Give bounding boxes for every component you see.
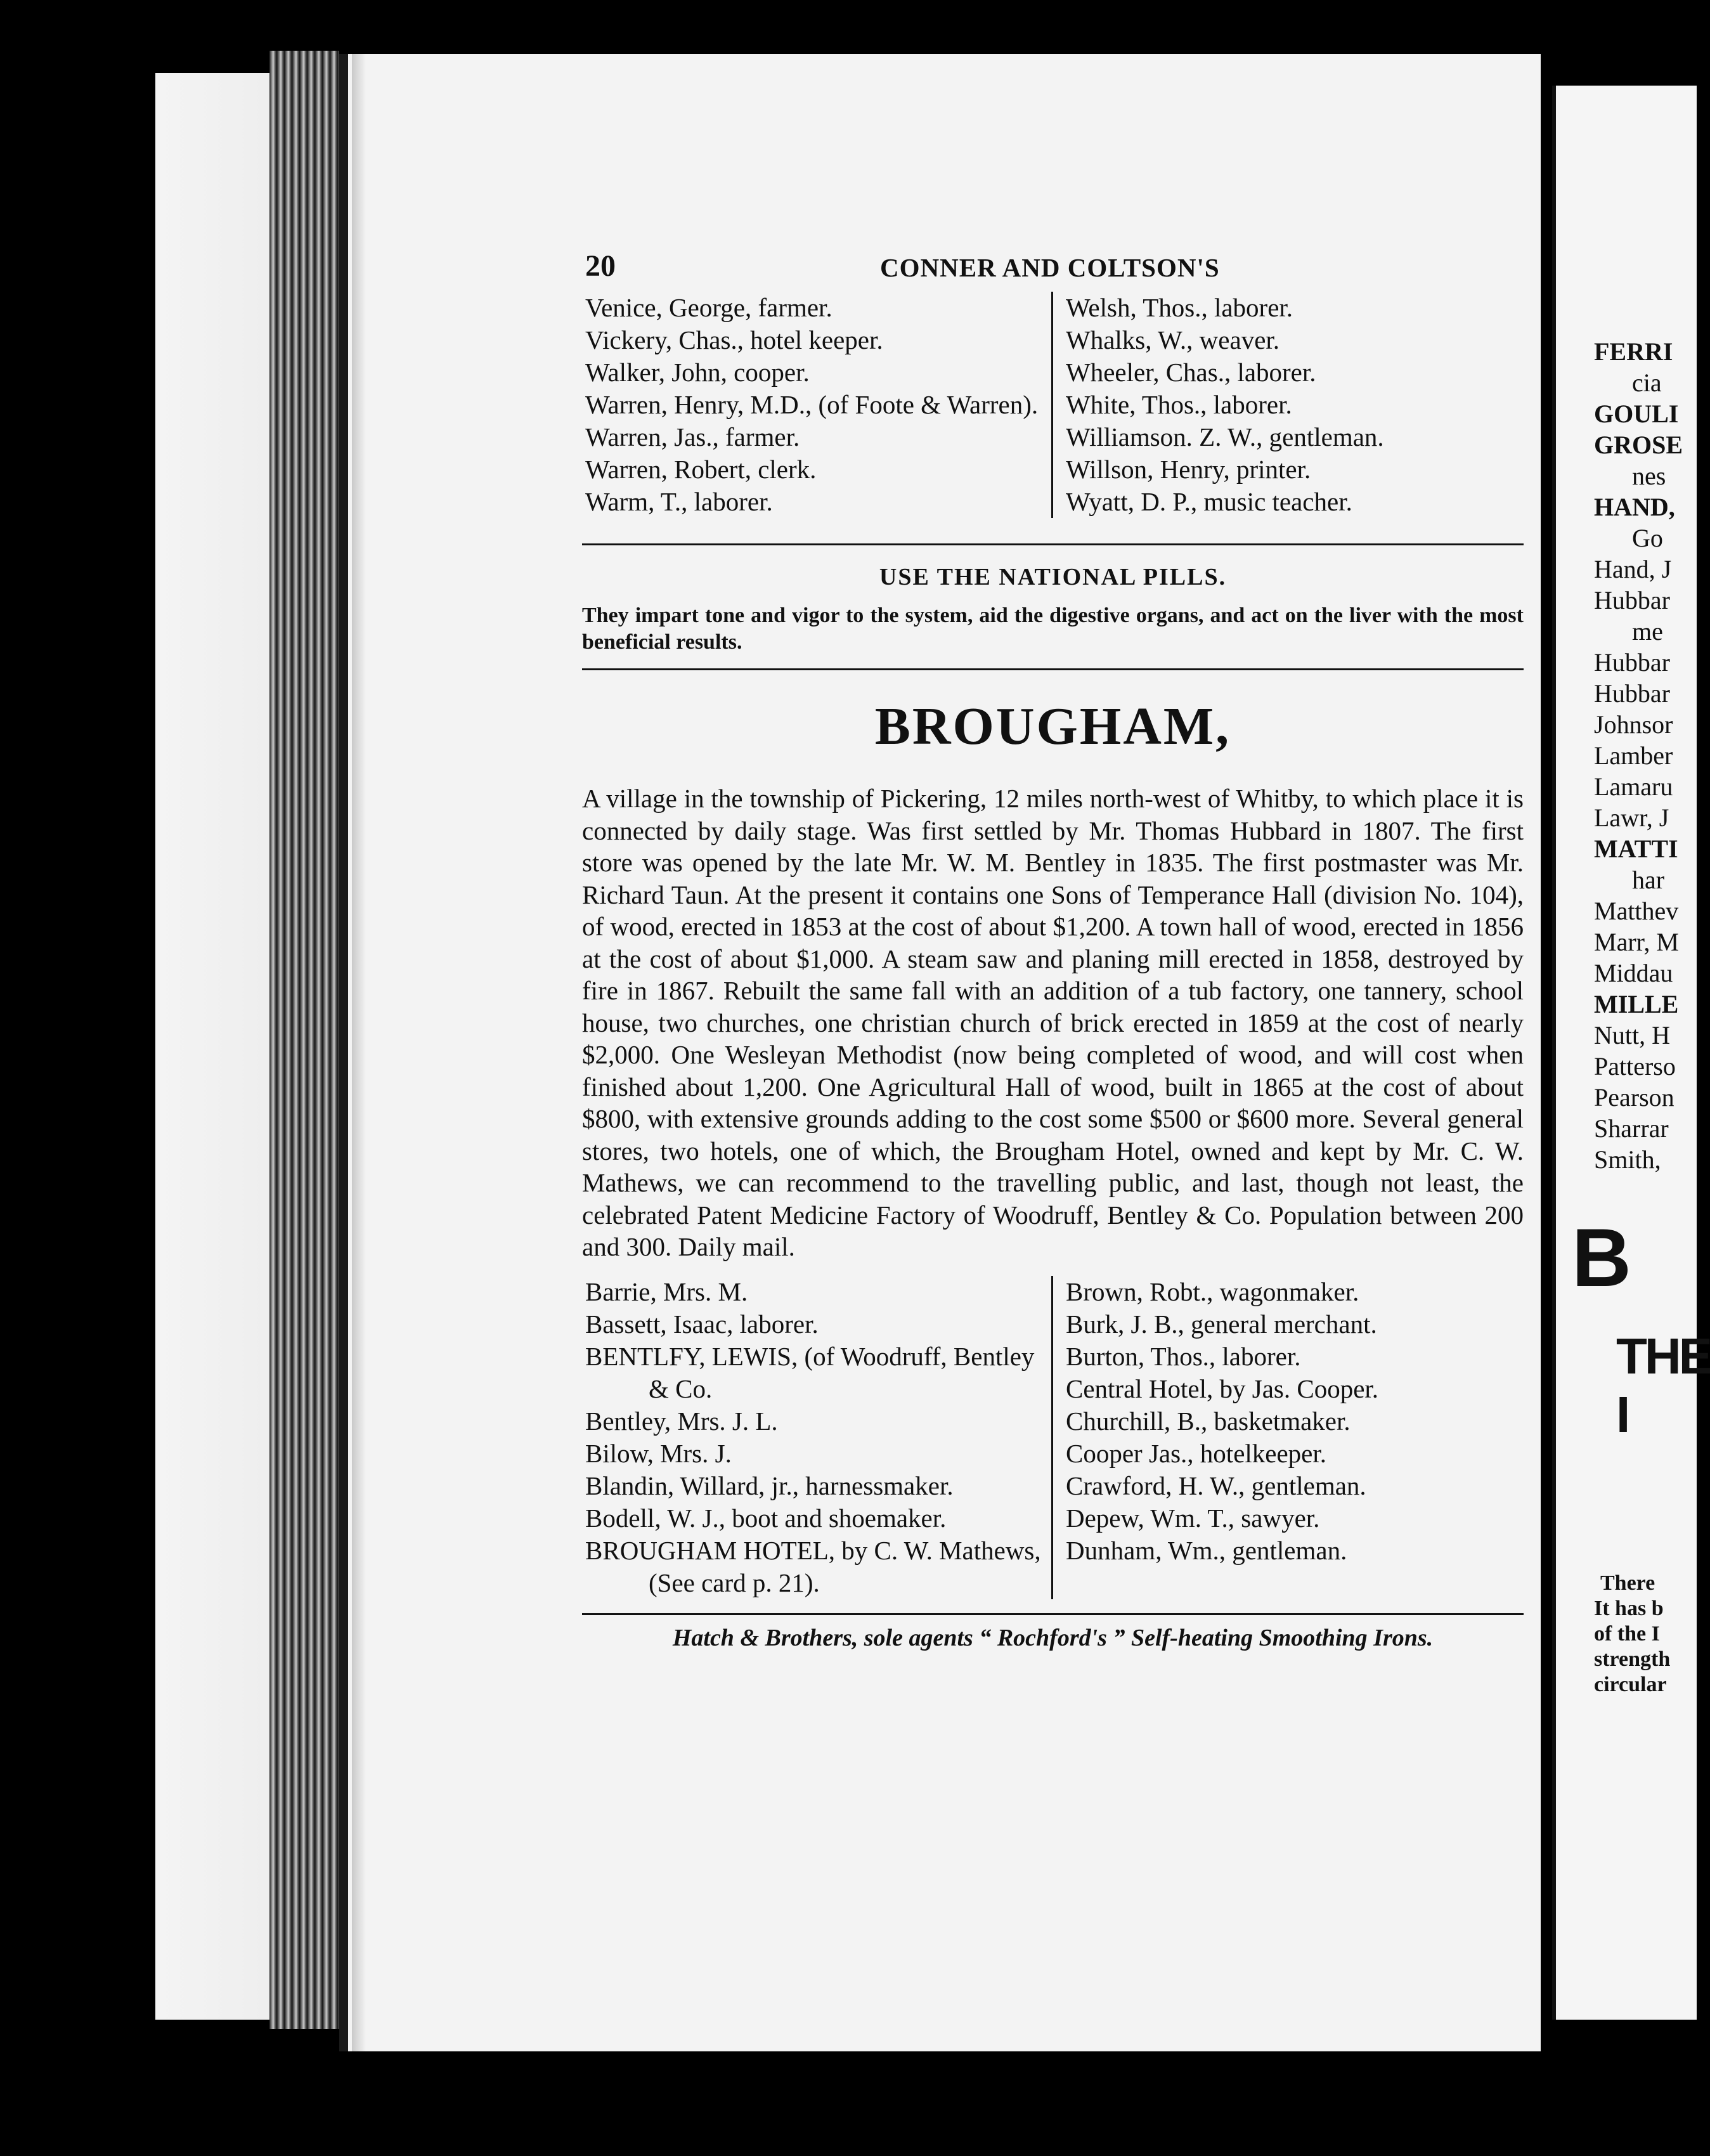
town-heading: BROUGHAM, xyxy=(874,697,1231,756)
town-description: A village in the township of Pickering, 12 miles north-west of Whitby, to which place it is connected by daily stage. Was first settled by Mr. Thomas Hubbard in 1807. The first store was opened by the late Mr. W. M. Bentley in 1835. The first postmaster was Mr. Richard Taun. At the present it contains one Sons of Temperance Hall (division No. 104), of wood, erected in 1853 at the cost of about $1,200. A town hall of wood, erected in 1856 at the cost of about $1,000. A steam saw and planing mill erected in 1858, destroyed by fire in 1867. Rebuilt the same fall with an addition of a tub factory, one tannery, school house, two churches, one christian church of brick erected in 1859 at the cost of nearly $2,000. One Wesleyan Methodist (now being completed of wood, and will cost when finished about 1,200. One Agricultural Hall of wood, built in 1865 at the cost of about $800, with extensive grounds adding to the cost some $500 or $600 more. Several general stores, two hotels, one of which, the Brougham Hotel, owned and kept by Mr. C. W. Mathews, we can recommend to the travelling public, and last, though not least, the celebrated Patent Medicine Factory of Woodruff, Bentley & Co. Population between 200 and 300. Daily mail. xyxy=(582,784,1524,1261)
adjacent-heading-letter: B xyxy=(1572,1211,1631,1304)
adjacent-small-line: circular xyxy=(1594,1673,1667,1696)
list-item: Bentley, Mrs. J. L. xyxy=(585,1406,778,1436)
list-item: Willson, Henry, printer. xyxy=(1066,455,1311,484)
adjacent-line: Nutt, H xyxy=(1594,1021,1670,1049)
list-item: Blandin, Willard, jr., harnessmaker. xyxy=(585,1471,954,1500)
list-item: BENTLFY, LEWIS, (of Woodruff, Bentley & Co. xyxy=(585,1341,1035,1403)
list-item: Warren, Robert, clerk. xyxy=(585,455,817,484)
adjacent-line: me xyxy=(1632,617,1663,646)
list-item: Burk, J. B., general merchant. xyxy=(1066,1309,1377,1339)
adjacent-line: Hand, J xyxy=(1594,555,1672,583)
adjacent-small-line: strength xyxy=(1594,1647,1671,1671)
list-item: Warren, Jas., farmer. xyxy=(585,422,800,451)
list-item: Wyatt, D. P., music teacher. xyxy=(1066,487,1352,516)
list-item: Welsh, Thos., laborer. xyxy=(1066,293,1293,322)
divider xyxy=(582,668,1524,670)
list-item: Crawford, H. W., gentleman. xyxy=(1066,1471,1366,1500)
list-item: Burton, Thos., laborer. xyxy=(1066,1341,1301,1371)
list-item: White, Thos., laborer. xyxy=(1066,390,1292,419)
adjacent-line: Patterso xyxy=(1594,1052,1676,1081)
list-item: Vickery, Chas., hotel keeper. xyxy=(585,325,883,354)
running-head: CONNER AND COLTSON'S xyxy=(880,253,1220,282)
list-item: Walker, John, cooper. xyxy=(585,358,810,387)
list-item: Depew, Wm. T., sawyer. xyxy=(1066,1503,1320,1533)
adjacent-line: Matthev xyxy=(1594,897,1679,925)
adjacent-line: FERRI xyxy=(1594,337,1673,366)
gutter-shadow xyxy=(352,54,366,2051)
adjacent-line: HAND, xyxy=(1594,493,1675,521)
adjacent-line: MILLE xyxy=(1594,990,1679,1018)
adjacent-line: GOULI xyxy=(1594,399,1679,428)
list-item: Bodell, W. J., boot and shoemaker. xyxy=(585,1503,947,1533)
page-header xyxy=(582,241,1524,292)
adjacent-line: Smith, xyxy=(1594,1145,1661,1174)
list-item: BROUGHAM HOTEL, by C. W. Mathews, (See card p. 21). xyxy=(585,1535,1041,1597)
adjacent-line: Go xyxy=(1632,524,1663,552)
list-item: Dunham, Wm., gentleman. xyxy=(1066,1535,1347,1565)
directory-top xyxy=(582,292,1524,518)
list-item: Warm, T., laborer. xyxy=(585,487,773,516)
footer-advert: Hatch & Brothers, sole agents “ Rochford's ” Self-heating Smoothing Irons. xyxy=(672,1624,1434,1651)
directory-top-right xyxy=(1051,292,1524,518)
page-content xyxy=(582,241,1524,1652)
list-item: Bassett, Isaac, laborer. xyxy=(585,1309,819,1339)
list-item: Wheeler, Chas., laborer. xyxy=(1066,358,1316,387)
adjacent-small-line: It has b xyxy=(1594,1597,1664,1620)
list-item: Venice, George, farmer. xyxy=(585,293,832,322)
adjacent-line: cia xyxy=(1632,368,1662,397)
directory-bottom xyxy=(582,1276,1524,1599)
page-stack-edges xyxy=(269,51,339,2029)
adjacent-line: nes xyxy=(1632,462,1666,490)
directory-bottom-right xyxy=(1051,1276,1524,1599)
adjacent-page-spacer xyxy=(1556,1444,1697,1571)
list-item: Warren, Henry, M.D., (of Foote & Warren). xyxy=(585,390,1039,419)
adjacent-line: Middau xyxy=(1594,959,1673,987)
list-item: Churchill, B., basketmaker. xyxy=(1066,1406,1351,1436)
directory-top-left xyxy=(582,292,1051,518)
adjacent-line: Hubbar xyxy=(1594,586,1670,614)
adjacent-line: Sharrar xyxy=(1594,1114,1669,1143)
adjacent-page xyxy=(1552,86,1710,2020)
list-item: Williamson. Z. W., gentleman. xyxy=(1066,422,1384,451)
adjacent-line: Lawr, J xyxy=(1594,803,1669,832)
adjacent-banner: THE I xyxy=(1616,1328,1710,1443)
list-item: Barrie, Mrs. M. xyxy=(585,1276,748,1306)
adjacent-line: Lamber xyxy=(1594,741,1673,770)
adjacent-line: Hubbar xyxy=(1594,679,1670,708)
list-item: Central Hotel, by Jas. Cooper. xyxy=(1066,1373,1379,1403)
list-item: Cooper Jas., hotelkeeper. xyxy=(1066,1438,1327,1468)
adjacent-page-spacer xyxy=(1556,86,1697,336)
national-pills-advert xyxy=(582,545,1524,668)
adjacent-small-line: There xyxy=(1600,1571,1655,1595)
list-item: Bilow, Mrs. J. xyxy=(585,1438,732,1468)
page-number: 20 xyxy=(585,249,616,283)
list-item: Brown, Robt., wagonmaker. xyxy=(1066,1276,1359,1306)
adjacent-line: har xyxy=(1632,866,1665,894)
adjacent-line: Lamaru xyxy=(1594,772,1673,801)
advert-body: They impart tone and vigor to the system, aid the digestive organs, and act on the liver with the most beneficial results. xyxy=(582,604,1524,654)
adjacent-line: Marr, M xyxy=(1594,928,1679,956)
advert-title: USE THE NATIONAL PILLS. xyxy=(879,564,1227,590)
list-item: Whalks, W., weaver. xyxy=(1066,325,1280,354)
adjacent-line: MATTI xyxy=(1594,834,1678,863)
adjacent-line: Pearson xyxy=(1594,1083,1674,1112)
adjacent-line: Johnsor xyxy=(1594,710,1673,739)
adjacent-small-line: of the I xyxy=(1594,1622,1660,1646)
directory-bottom-left xyxy=(582,1276,1051,1599)
adjacent-line: GROSE xyxy=(1594,431,1683,459)
adjacent-line: Hubbar xyxy=(1594,648,1670,677)
